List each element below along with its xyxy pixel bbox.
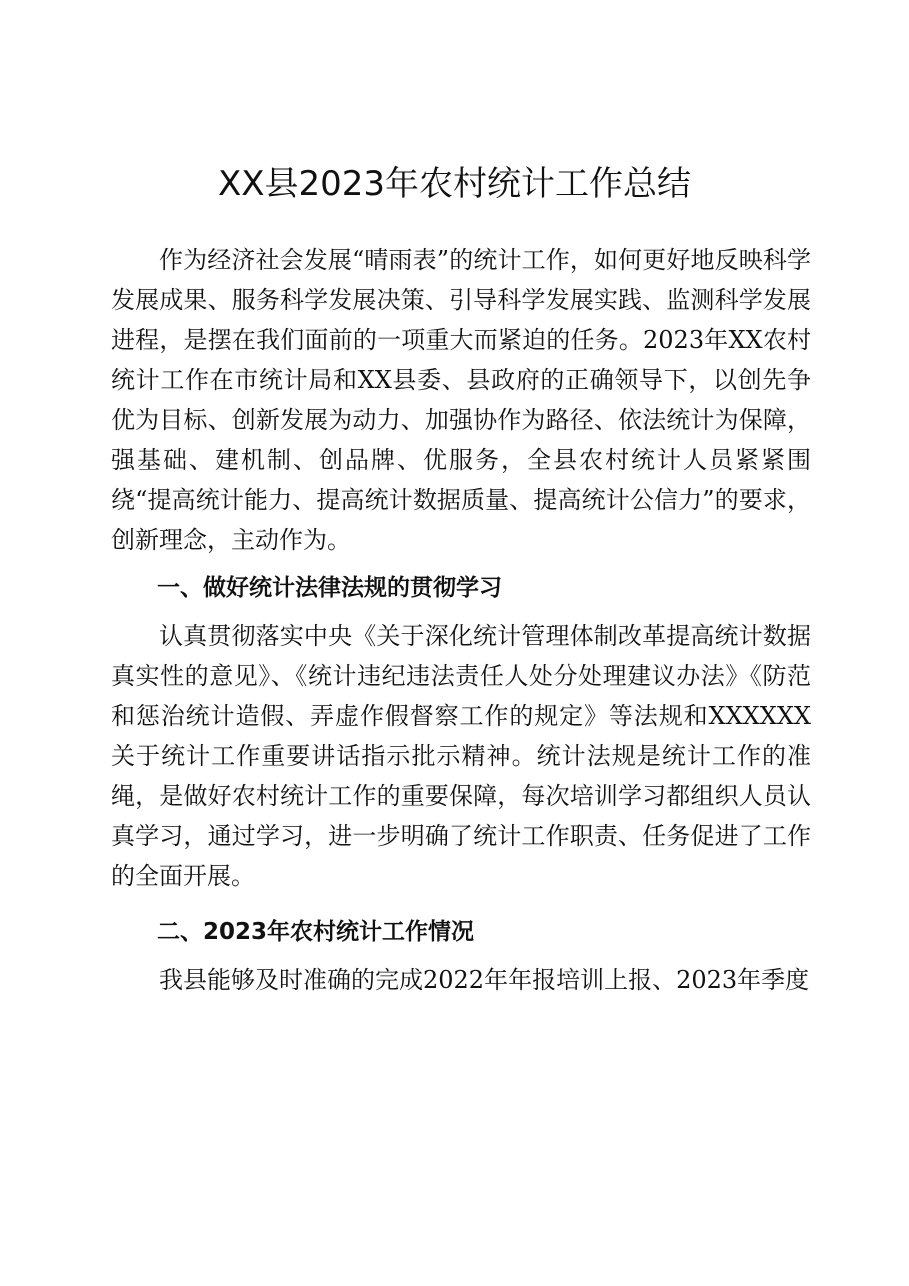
section-heading-2: 二、2023年农村统计工作情况 [157,919,475,945]
section-1-paragraph: 认真贯彻落实中央《关于深化统计管理体制改革提高统计数据真实性的意见》、《统计违纪违法责任人处分处理建议办法》《防范和惩治统计造假、弄虚作假督察工作的规定》等法规和XXXXXX关于统计工作重要讲话指示批示精神。统计法规是统计工作的准绳，是做好农村统计工作的重要保障，每次培训学习都组织人员认真学习，通过学习，进一步明确了统计工作职责、任务促进了工作的全面开展。 [111,622,811,890]
section-heading-1: 一、做好统计法律法规的贯彻学习 [157,575,502,601]
intro-paragraph: 作为经济社会发展“晴雨表”的统计工作，如何更好地反映科学发展成果、服务科学发展决策、引导科学发展实践、监测科学发展进程，是摆在我们面前的一项重大而紧迫的任务。2023年XX农村统计工作在市统计局和XX县委、县政府的正确领导下，以创先争优为目标、创新发展为动力、加强协作为路径、依法统计为保障，强基础、建机制、创品牌、优服务，全县农村统计人员紧紧围绕“提高统计能力、提高统计数据质量、提高统计公信力”的要求，创新理念，主动作为。 [111,246,811,554]
document-body [111,240,811,1000]
section-2-paragraph: 我县能够及时准确的完成2022年年报培训上报、2023年季度 [159,966,810,994]
document-title: XX县2023年农村统计工作总结 [217,164,692,204]
